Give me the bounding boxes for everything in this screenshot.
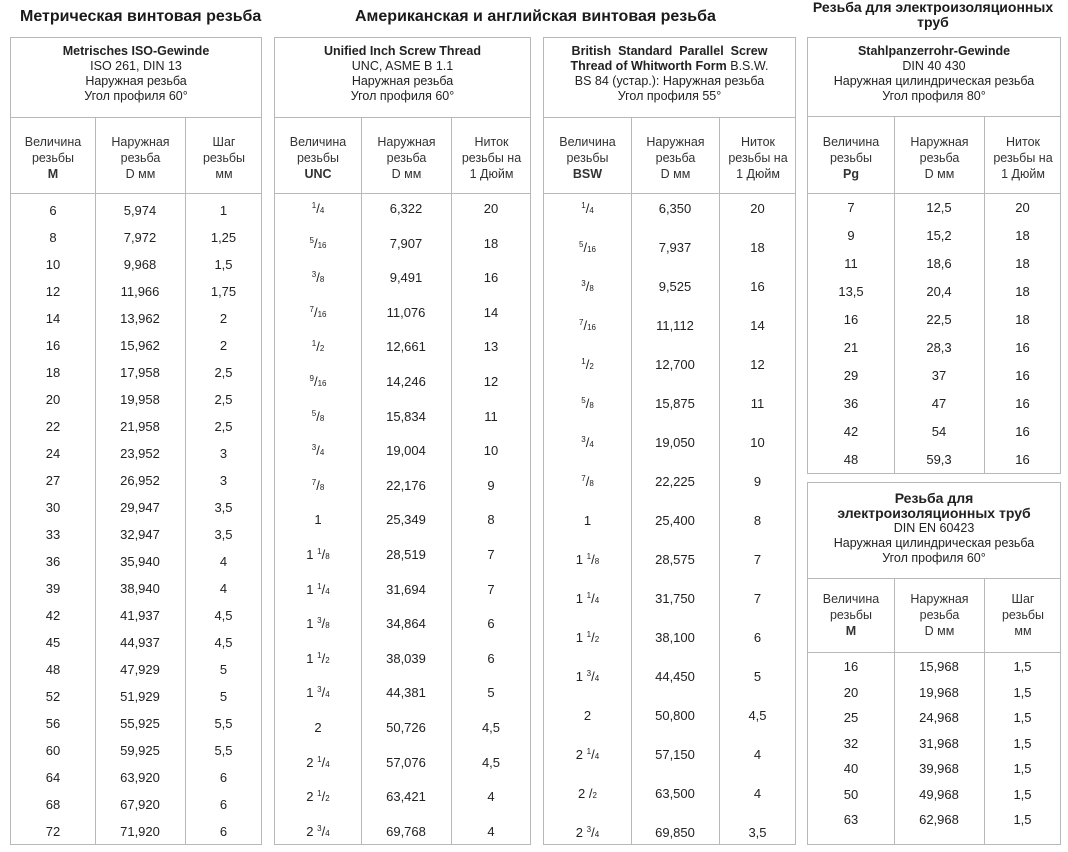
cell-diameter: 67,920	[120, 797, 160, 812]
cell-size: 63	[843, 812, 859, 827]
cell-third: 18	[750, 240, 765, 255]
table-title: Резьба для	[894, 490, 974, 506]
cell-diameter: 11,112	[656, 318, 694, 333]
cell-diameter: 15,962	[120, 338, 160, 353]
cell-third: 1,5	[1013, 735, 1032, 751]
cell-third: 6	[219, 797, 228, 812]
cell-third: 5,5	[214, 716, 233, 731]
cell-size: $^7$/8	[581, 474, 594, 489]
table-title-line2: Thread of Whitworth Form	[570, 59, 727, 73]
cell-size: 2 $^1$/4	[575, 747, 600, 762]
cell-third: 6	[219, 824, 228, 839]
cell-diameter: 15,834	[386, 408, 426, 424]
cell-third: 1,5	[1013, 812, 1032, 827]
cell-diameter: 7,937	[658, 240, 692, 255]
cell-third: 1	[219, 203, 228, 218]
cell-size: 1 $^3$/4	[575, 669, 600, 684]
col-header-size: Величина резьбы BSW	[559, 135, 616, 181]
cell-diameter: 7,907	[389, 235, 423, 251]
cell-diameter: 6,322	[389, 201, 423, 216]
cell-size: 27	[45, 473, 61, 488]
cell-third: 2,5	[214, 365, 233, 380]
american-english-section-title: Американская и английская винтовая резьба	[355, 8, 716, 25]
col-header-size: Величина резьбы M	[24, 135, 82, 181]
cell-size: 29	[843, 368, 859, 383]
cell-third: 12	[750, 357, 765, 372]
cell-diameter: 35,940	[120, 554, 160, 569]
cell-diameter: 69,768	[386, 823, 426, 839]
cell-size: $^1$/4	[581, 201, 594, 216]
cell-size: 33	[45, 527, 61, 542]
cell-size: 20	[843, 684, 859, 700]
cell-size: 60	[45, 743, 61, 758]
table-title: Unified Inch Screw Thread	[324, 44, 481, 58]
cell-diameter: 28,519	[386, 547, 426, 562]
table-profile-angle: Угол профиля 55°	[617, 89, 722, 103]
cell-size: 20	[45, 392, 61, 407]
cell-diameter: 63,920	[120, 770, 160, 785]
table-header-block	[808, 38, 1060, 117]
cell-third: 16	[1015, 396, 1030, 411]
cell-size: 14	[45, 311, 61, 326]
cell-diameter: 22,225	[655, 474, 695, 489]
col-header-diameter: Наружная резьба D мм	[377, 135, 436, 181]
cell-size: 11	[844, 256, 858, 271]
cell-third: 2,5	[214, 419, 233, 434]
cell-third: 16	[1015, 368, 1030, 383]
cell-size: $^7$/16	[579, 318, 596, 333]
cell-third: 1,5	[214, 257, 233, 272]
col-header-diameter: Наружная резьба D мм	[111, 135, 170, 181]
cell-size: 2 $^1$/4	[306, 754, 330, 770]
cell-size: 16	[843, 312, 859, 327]
table-header-block	[808, 483, 1060, 579]
cell-third: 6	[487, 650, 495, 666]
cell-size: 25	[843, 710, 859, 725]
cell-third: 14	[750, 318, 765, 333]
bsw-thread-table	[543, 37, 796, 845]
cell-size: 36	[45, 554, 61, 569]
cell-size: 32	[843, 735, 859, 751]
cell-third: 7	[487, 581, 495, 597]
table-standard: ISO 261, DIN 13	[90, 59, 182, 73]
cell-third: 14	[483, 304, 499, 320]
cell-third: 4,5	[214, 635, 233, 650]
col-header-diameter: Наружная резьба D мм	[910, 592, 969, 638]
cell-size: 8	[49, 230, 57, 245]
cell-size: 7	[847, 200, 855, 215]
cell-third: 2,5	[214, 392, 233, 407]
cell-size: 10	[45, 257, 61, 272]
col-header-size: Величина резьбы UNC	[289, 135, 347, 181]
cell-size: 1 $^1$/2	[306, 650, 330, 666]
table-standard: DIN EN 60423	[893, 521, 975, 535]
cell-diameter: 38,039	[386, 650, 426, 666]
cell-size: 1 $^1$/8	[575, 552, 600, 567]
cell-size: $^9$/16	[309, 374, 327, 389]
cell-diameter: 57,076	[386, 754, 426, 770]
conduit-section-title: Резьба для электроизоляционных труб	[812, 0, 1054, 30]
cell-size: $^3$/8	[311, 270, 325, 286]
cell-third: 20	[1015, 200, 1030, 215]
cell-third: 4,5	[214, 608, 233, 623]
cell-diameter: 44,450	[655, 669, 695, 684]
col-header-tpi: Ниток резьбы на 1 Дюйм	[993, 135, 1053, 181]
cell-size: $^5$/8	[581, 396, 594, 411]
cell-diameter: 11,076	[386, 304, 426, 320]
cell-diameter: 69,850	[655, 825, 695, 840]
cell-diameter: 24,968	[919, 710, 959, 725]
cell-size: $^1$/4	[311, 201, 325, 216]
table-thread-type: Наружная резьба	[85, 74, 187, 88]
cell-third: 5,5	[214, 743, 233, 758]
cell-diameter: 19,958	[120, 392, 160, 407]
unc-thread-table	[274, 37, 531, 845]
cell-third: 3	[219, 473, 228, 488]
cell-size: $^7$/8	[311, 477, 325, 493]
table-standard: BS 84 (устар.): Наружная резьба	[574, 74, 765, 88]
col-header-size: Величина резьбы M	[822, 592, 880, 638]
cell-third: 16	[750, 279, 765, 294]
table-title: British Standard Parallel Screw	[571, 44, 768, 58]
cell-size: 1 $^1$/4	[306, 581, 330, 597]
col-header-pitch: Шаг резьбы мм	[202, 135, 246, 181]
col-header-tpi: Ниток резьбы на 1 Дюйм	[728, 135, 788, 181]
cell-size: 6	[49, 203, 57, 218]
cell-size: 16	[843, 659, 859, 674]
cell-diameter: 19,050	[655, 435, 695, 450]
col-header-diameter: Наружная резьба D мм	[646, 135, 705, 181]
cell-size: $^1$/2	[311, 339, 325, 355]
cell-diameter: 51,929	[120, 689, 160, 704]
cell-third: 18	[483, 235, 499, 251]
cell-third: 7	[753, 591, 762, 606]
col-header-tpi: Ниток резьбы на 1 Дюйм	[461, 135, 522, 181]
cell-diameter: 47,929	[120, 662, 160, 677]
table-profile-angle: Угол профиля 60°	[882, 551, 986, 565]
cell-third: 12	[483, 374, 499, 389]
cell-diameter: 63,421	[386, 789, 426, 805]
cell-diameter: 19,968	[919, 684, 959, 700]
table-thread-type: Наружная резьба	[351, 74, 454, 88]
table-title-line2: электроизоляционных труб	[837, 505, 1031, 521]
cell-size: 2	[583, 708, 592, 723]
cell-diameter: 12,661	[386, 339, 426, 355]
cell-size: 30	[45, 500, 61, 515]
cell-diameter: 20,4	[926, 284, 952, 299]
cell-third: 3,5	[748, 825, 767, 840]
cell-third: 6	[219, 770, 228, 785]
cell-diameter: 49,968	[919, 786, 959, 802]
cell-size: 9	[847, 228, 855, 243]
cell-third: 16	[483, 270, 499, 286]
cell-size: 36	[843, 396, 859, 411]
cell-size: $^5$/16	[309, 235, 327, 251]
cell-size: $^7$/16	[309, 304, 327, 320]
cell-third: 6	[487, 616, 495, 632]
cell-size: 52	[45, 689, 61, 704]
cell-size: 1 $^3$/8	[306, 616, 330, 632]
cell-size: 2 $^3$/4	[306, 823, 330, 839]
cell-diameter: 38,100	[655, 630, 695, 645]
cell-third: 4	[753, 747, 762, 762]
cell-size: $^1$/2	[581, 357, 594, 372]
cell-diameter: 50,800	[655, 708, 695, 723]
cell-diameter: 31,968	[919, 735, 959, 751]
cell-third: 11	[750, 396, 765, 411]
cell-diameter: 11,966	[120, 284, 160, 299]
cell-diameter: 47	[931, 396, 947, 411]
cell-size: 21	[843, 340, 859, 355]
cell-diameter: 41,937	[120, 608, 160, 623]
cell-third: 10	[483, 443, 499, 459]
col-header-size: Величина резьбы Pg	[822, 135, 880, 181]
cell-size: $^3$/4	[581, 435, 594, 450]
cell-third: 4,5	[748, 708, 767, 723]
cell-diameter: 15,968	[919, 659, 959, 674]
cell-diameter: 44,937	[120, 635, 160, 650]
cell-diameter: 12,5	[926, 200, 952, 215]
cell-size: 2 $^1$/2	[306, 789, 330, 805]
cell-third: 1,25	[210, 230, 237, 245]
table-header-block	[11, 38, 261, 118]
cell-third: 20	[750, 201, 765, 216]
cell-size: 1	[314, 512, 322, 528]
metric-conduit-thread-table	[807, 482, 1061, 845]
cell-size: 48	[843, 452, 859, 467]
cell-size: 24	[45, 446, 61, 461]
cell-diameter: 31,750	[655, 591, 695, 606]
cell-size: 68	[45, 797, 61, 812]
cell-third: 2	[219, 338, 228, 353]
cell-diameter: 15,2	[926, 228, 952, 243]
table-profile-angle: Угол профиля 80°	[882, 89, 986, 103]
cell-diameter: 13,962	[120, 311, 160, 326]
cell-diameter: 59,925	[120, 743, 160, 758]
table-standard: UNC, ASME B 1.1	[351, 59, 454, 73]
cell-size: 1 $^1$/2	[575, 630, 600, 645]
cell-diameter: 23,952	[120, 446, 160, 461]
cell-diameter: 9,968	[123, 257, 157, 272]
cell-diameter: 18,6	[926, 256, 952, 271]
cell-diameter: 34,864	[386, 616, 426, 632]
cell-third: 16	[1015, 340, 1030, 355]
cell-size: 1 $^1$/8	[306, 547, 330, 562]
cell-size: 40	[843, 761, 859, 776]
cell-size: 22	[45, 419, 61, 434]
cell-third: 3,5	[214, 527, 233, 542]
cell-size: 12	[45, 284, 61, 299]
table-thread-type: Наружная цилиндрическая резьба	[833, 536, 1035, 550]
cell-diameter: 6,350	[658, 201, 692, 216]
cell-diameter: 25,400	[655, 513, 695, 528]
table-standard: DIN 40 430	[902, 59, 966, 73]
cell-diameter: 54	[931, 424, 947, 439]
table-title-suffix: B.S.W.	[726, 59, 769, 73]
cell-diameter: 38,940	[120, 581, 160, 596]
cell-third: 5	[219, 662, 228, 677]
cell-size: 56	[45, 716, 61, 731]
cell-size: 1 $^3$/4	[306, 685, 330, 701]
cell-third: 8	[487, 512, 495, 528]
cell-size: 1	[583, 513, 592, 528]
cell-size: 42	[843, 424, 859, 439]
cell-third: 4	[219, 554, 228, 569]
table-profile-angle: Угол профиля 60°	[84, 89, 188, 103]
cell-diameter: 28,3	[926, 340, 952, 355]
cell-diameter: 14,246	[386, 374, 426, 389]
cell-diameter: 9,525	[658, 279, 692, 294]
cell-third: 20	[483, 201, 499, 216]
cell-third: 1,5	[1013, 659, 1032, 674]
cell-diameter: 59,3	[926, 452, 952, 467]
pg-thread-table	[807, 37, 1061, 474]
metric-section-title: Метрическая винтовая резьба	[20, 8, 262, 25]
cell-size: $^3$/4	[311, 443, 325, 459]
metric-thread-table	[10, 37, 262, 845]
cell-third: 5	[219, 689, 228, 704]
table-thread-type: Наружная цилиндрическая резьба	[833, 74, 1035, 88]
cell-diameter: 50,726	[386, 720, 426, 735]
col-header-pitch: Шаг резьбы мм	[1001, 592, 1045, 638]
cell-third: 13	[483, 339, 499, 355]
table-title: Metrisches ISO-Gewinde	[62, 44, 210, 58]
cell-size: 13,5	[838, 284, 864, 299]
cell-third: 4,5	[481, 754, 501, 770]
cell-third: 4	[487, 823, 495, 839]
cell-size: 72	[45, 824, 61, 839]
col-header-diameter: Наружная резьба D мм	[910, 135, 969, 181]
cell-size: $^5$/16	[579, 240, 596, 255]
cell-third: 1,75	[210, 284, 237, 299]
cell-diameter: 9,491	[389, 270, 423, 286]
table-header-block	[275, 38, 530, 118]
cell-size: 2 /2	[578, 786, 597, 801]
cell-third: 18	[1015, 284, 1030, 299]
cell-diameter: 31,694	[386, 581, 426, 597]
cell-size: 50	[843, 786, 859, 802]
cell-size: $^5$/8	[311, 408, 325, 424]
cell-third: 18	[1015, 256, 1030, 271]
cell-diameter: 25,349	[386, 512, 426, 528]
table-title: Stahlpanzerrohr-Gewinde	[857, 44, 1011, 58]
cell-third: 1,5	[1013, 761, 1032, 776]
cell-diameter: 5,974	[123, 203, 157, 218]
cell-diameter: 39,968	[919, 761, 959, 776]
cell-third: 9	[487, 477, 495, 493]
cell-third: 8	[753, 513, 762, 528]
cell-third: 2	[219, 311, 228, 326]
cell-diameter: 21,958	[120, 419, 160, 434]
cell-third: 4	[487, 789, 495, 805]
cell-size: 2 $^3$/4	[575, 825, 600, 840]
cell-third: 5	[753, 669, 762, 684]
cell-size: 39	[45, 581, 61, 596]
cell-third: 4	[753, 786, 762, 801]
cell-diameter: 28,575	[655, 552, 695, 567]
cell-diameter: 22,5	[926, 312, 952, 327]
cell-third: 18	[1015, 312, 1030, 327]
cell-third: 5	[487, 685, 495, 701]
cell-third: 16	[1015, 452, 1030, 467]
cell-size: 2	[314, 720, 322, 735]
cell-third: 3	[219, 446, 228, 461]
cell-size: 18	[45, 365, 61, 380]
cell-third: 1,5	[1013, 684, 1032, 700]
table-header-block	[544, 38, 795, 118]
cell-third: 7	[487, 547, 495, 562]
cell-third: 7	[753, 552, 762, 567]
cell-size: 16	[45, 338, 61, 353]
cell-diameter: 62,968	[919, 812, 959, 827]
cell-size: $^3$/8	[581, 279, 594, 294]
cell-third: 10	[750, 435, 765, 450]
cell-third: 4,5	[481, 720, 501, 735]
cell-size: 45	[45, 635, 61, 650]
cell-diameter: 19,004	[386, 443, 426, 459]
cell-diameter: 7,972	[123, 230, 157, 245]
cell-diameter: 32,947	[120, 527, 160, 542]
cell-third: 4	[219, 581, 228, 596]
cell-third: 1,5	[1013, 786, 1032, 802]
cell-diameter: 57,150	[655, 747, 695, 762]
cell-third: 18	[1015, 228, 1030, 243]
cell-third: 9	[753, 474, 762, 489]
cell-diameter: 12,700	[655, 357, 695, 372]
cell-size: 64	[45, 770, 61, 785]
cell-diameter: 22,176	[386, 477, 426, 493]
cell-third: 1,5	[1013, 710, 1032, 725]
cell-diameter: 55,925	[120, 716, 160, 731]
cell-third: 11	[484, 408, 498, 424]
cell-size: 1 $^1$/4	[575, 591, 600, 606]
cell-third: 16	[1015, 424, 1030, 439]
cell-diameter: 71,920	[120, 824, 160, 839]
cell-size: 42	[45, 608, 61, 623]
cell-third: 3,5	[214, 500, 233, 515]
cell-size: 48	[45, 662, 61, 677]
cell-diameter: 63,500	[655, 786, 695, 801]
cell-diameter: 17,958	[120, 365, 160, 380]
cell-diameter: 44,381	[386, 685, 426, 701]
cell-diameter: 37	[931, 368, 947, 383]
cell-diameter: 15,875	[655, 396, 695, 411]
cell-third: 6	[753, 630, 762, 645]
cell-diameter: 29,947	[120, 500, 160, 515]
cell-diameter: 26,952	[120, 473, 160, 488]
table-profile-angle: Угол профиля 60°	[350, 89, 455, 103]
